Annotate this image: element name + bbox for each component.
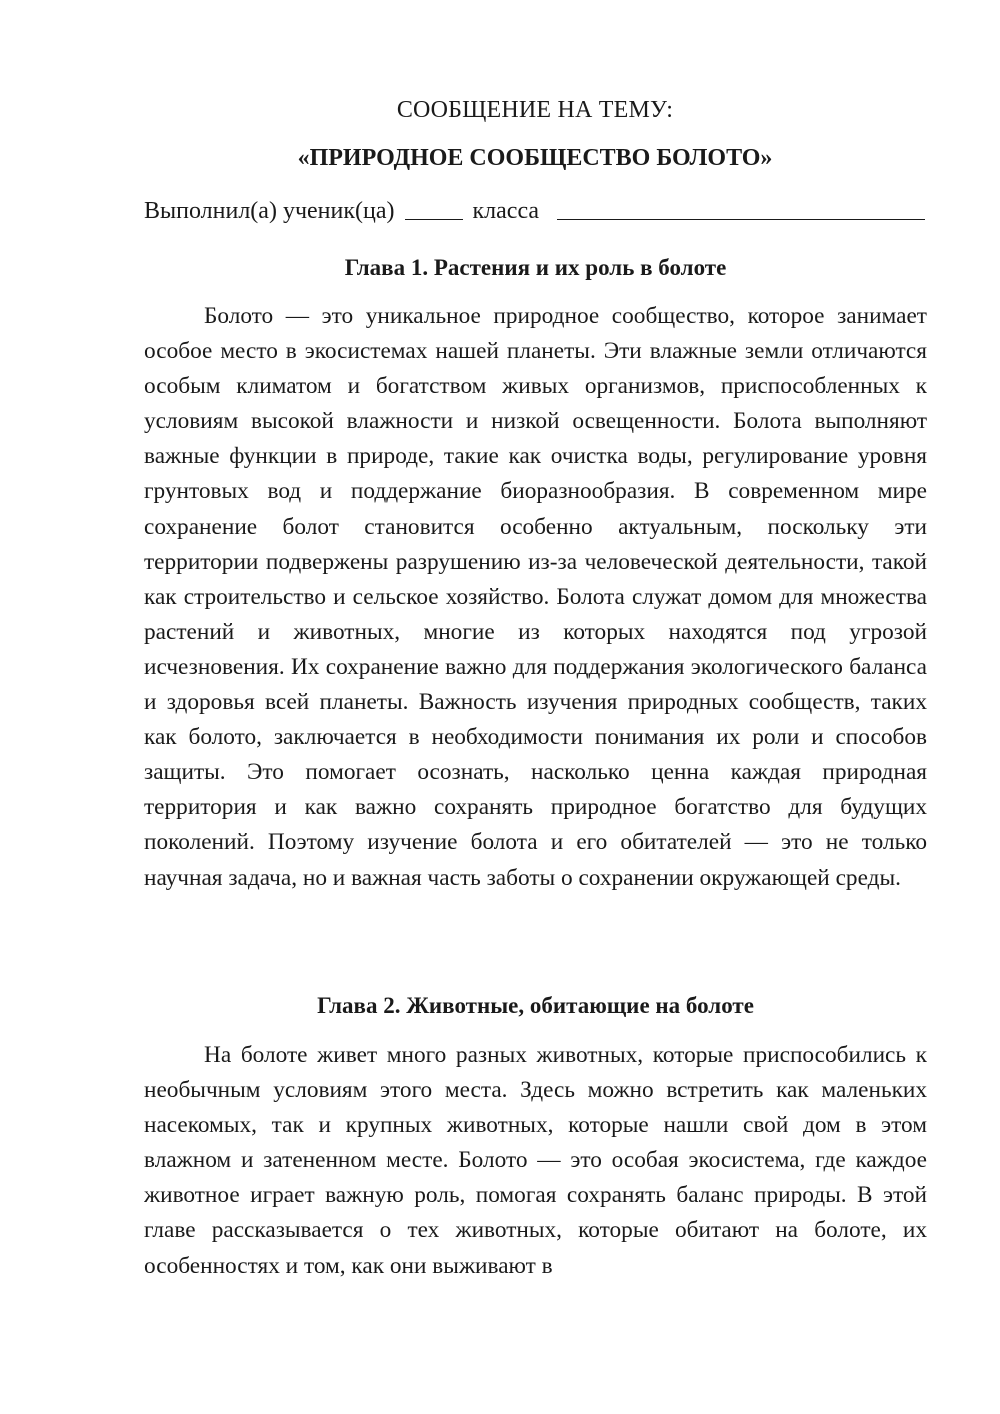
chapter-2-title: Глава 2. Животные, обитающие на болоте bbox=[317, 993, 754, 1018]
chapter-1-title: Глава 1. Растения и их роль в болоте bbox=[344, 255, 727, 280]
class-number-blank bbox=[405, 197, 463, 220]
author-line bbox=[144, 195, 934, 227]
document-header-topic: СООБЩЕНИЕ НА ТЕМУ: bbox=[396, 97, 674, 123]
chapter-2-paragraph: На болоте живет много разных животных, которые приспособились к необычным условиям этого места. Здесь можно встретить как маленьких насекомых, так и крупных животных, которые нашли свой дом в этом влажном и затененном месте. Болото — это особая экосистема, где каждое животное играет важную роль, помогая сохранять баланс природы. В этой главе рассказывается о тех животных, которые обитают на болоте, их особенностях и том, как они выживают в bbox=[144, 1042, 927, 1279]
author-prefix: Выполнил(а) ученик(ца) bbox=[144, 198, 395, 224]
class-word: класса bbox=[472, 198, 540, 224]
chapter-1-paragraph: Болото — это уникальное природное сообщество, которое занимает особое место в экосистемах нашей планеты. Эти влажные земли отличаются особым климатом и богатством живых организмов, приспособленных к условиям высокой влажности и низкой освещенности. Болота выполняют важные функции в природе, такие как очистка воды, регулирование уровня грунтовых вод и поддержание биоразнообразия. В современном мире сохранение болот становится особенно актуальным, поскольку эти территории подвержены разрушению из-за человеческой деятельности, такой как строительство и сельское хозяйство. Болота служат домом для множества растений и животных, многие из которых находятся под угрозой исчезновения. Их сохранение важно для поддержания экологического баланса и здоровья всей планеты. Важность изучения природных сообществ, таких как болото, заключается в необходимости понимания их роли и способов защиты. Это помогает осознать, насколько ценна каждая природная территория и как важно сохранять природное богатство для будущих поколений. Поэтому изучение болота и его обитателей — это не только научная задача, но и важная часть заботы о сохранении окружающей среды. bbox=[144, 303, 927, 891]
author-name-blank bbox=[557, 197, 925, 220]
document-title: «ПРИРОДНОЕ СООБЩЕСТВО БОЛОТО» bbox=[297, 145, 773, 171]
